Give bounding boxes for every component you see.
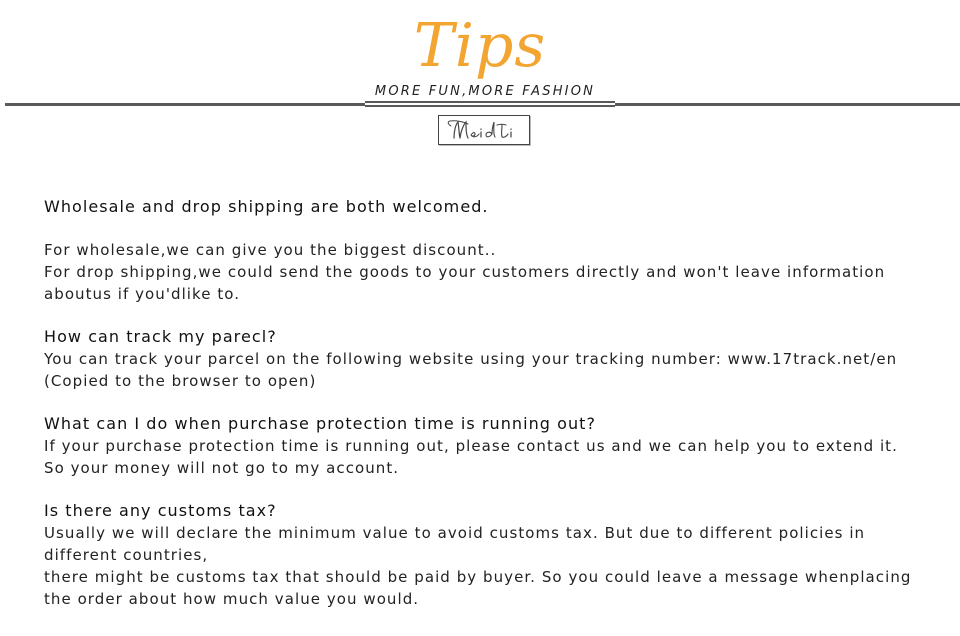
section-tracking	[44, 326, 934, 392]
section-heading: Is there any customs tax?	[44, 501, 277, 520]
section-customs-tax	[44, 500, 934, 610]
tips-content	[44, 196, 934, 610]
paragraph-line: aboutus if you'dlike to.	[44, 285, 241, 303]
header-rule-right	[615, 103, 960, 106]
paragraph-line: different countries,	[44, 546, 209, 564]
section-wholesale-details	[44, 239, 934, 305]
section-purchase-protection	[44, 413, 934, 479]
spacer	[44, 392, 934, 413]
paragraph-line: For drop shipping,we could send the goods to your customers directly and won't leave information	[44, 263, 886, 281]
paragraph-line: If your purchase protection time is running out, please contact us and we can help you to extend it.	[44, 437, 898, 455]
section-wholesale	[44, 196, 934, 218]
section-heading: Wholesale and drop shipping are both welcomed.	[44, 197, 489, 216]
page-title: Tips	[413, 11, 547, 81]
header-rule-center-top	[365, 101, 615, 103]
paragraph-line: the order about how much value you would.	[44, 590, 420, 608]
meidi-signature-logo-icon	[444, 118, 524, 142]
section-heading: How can track my parecl?	[44, 327, 277, 346]
paragraph-line: You can track your parcel on the following website using your tracking number: www.17track.net/en	[44, 350, 898, 368]
page-subtitle: MORE FUN,MORE FASHION	[374, 84, 596, 99]
tips-header	[0, 0, 960, 160]
spacer	[44, 305, 934, 326]
paragraph-line: Usually we will declare the minimum value to avoid customs tax. But due to different policies in	[44, 524, 866, 542]
paragraph-line: For wholesale,we can give you the biggest discount..	[44, 241, 497, 259]
spacer	[44, 479, 934, 500]
header-rule-left	[5, 103, 365, 106]
section-heading: What can I do when purchase protection time is running out?	[44, 414, 597, 433]
spacer	[44, 218, 934, 239]
paragraph-line: So your money will not go to my account.	[44, 459, 400, 477]
paragraph-line: there might be customs tax that should be paid by buyer. So you could leave a message whenplacing	[44, 568, 912, 586]
paragraph-line: (Copied to the browser to open)	[44, 372, 317, 390]
brand-logo	[438, 115, 530, 145]
header-rule-center-bottom	[365, 105, 615, 107]
